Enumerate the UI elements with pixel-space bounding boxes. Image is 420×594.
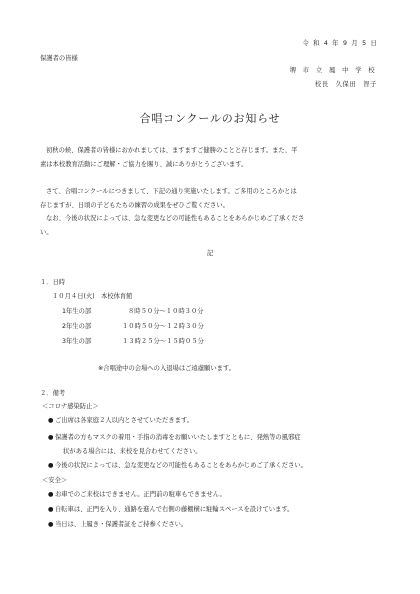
paragraph-line: 素は本校教育活動にご理解・ご協力を賜り、誠にありがとうございます。: [40, 160, 248, 168]
bullet-icon: ●: [48, 491, 54, 498]
time-range: １０時５０分～１２時３０分: [122, 323, 204, 330]
schedule-date-venue: １０月４日(火) 本校体育館: [52, 293, 133, 300]
schedule-row: [62, 337, 204, 346]
list-item-continuation: 状がある場合には、来校を見合わせてください。: [63, 448, 202, 455]
schedule-heading: １．日時: [40, 279, 66, 286]
principal-name: 校長 久保田 智子: [314, 81, 377, 88]
grade-label: 2年生の部: [62, 323, 92, 330]
paragraph-line: 初秋の候、保護者の皆様におかれましては、ますますご健勝のことと存じます。また、平: [46, 147, 298, 154]
school-name: 堺 市 立 鳳 中 学 校: [289, 67, 377, 74]
page-title: 合唱コンクールのお知らせ: [139, 112, 281, 125]
announcement-paragraph: [40, 185, 388, 212]
paragraph-line: さて、合唱コンクールにつきまして、下記の通り実施いたします。ご多用のところかとは: [46, 188, 297, 195]
paragraph-line: い。: [40, 228, 53, 236]
list-item-text: お車でのご来校はできません。正門前の駐車もできません。: [55, 491, 226, 498]
schedule-row: [62, 322, 204, 331]
addressee: 保護者の皆様: [40, 55, 78, 62]
ki-heading: 記: [206, 250, 214, 257]
paragraph-line: 存じますが、日頃の子どもたちの練習の成果をぜひご覧ください。: [40, 201, 229, 209]
entry-note: ※合唱途中の会場への入退場はご遠慮願います。: [98, 365, 236, 372]
list-item-text: 保護者の方もマスクの着用・手指の消毒をお願いいたしますとともに、発熱等の風邪症: [55, 434, 301, 441]
safety-label: ＜安全＞: [42, 477, 68, 484]
list-item-text: 当日は、上履き・保護者証をご持参ください。: [55, 521, 188, 528]
list-item-text: ご出席は各家庭２人以内とさせていただきます。: [55, 417, 194, 424]
bullet-icon: ●: [48, 417, 54, 424]
caution-paragraph: [40, 212, 388, 239]
bullet-icon: ●: [48, 506, 54, 513]
list-item-text: 今後の状況によっては、急な変更などの可能性もあることをあらかじめご了承ください。: [55, 462, 307, 469]
bullet-icon: ●: [48, 434, 54, 441]
grade-label: 3年生の部: [62, 338, 92, 345]
time-range: ８時５０分～１０時３０分: [128, 308, 204, 315]
list-item-text: 自転車は、正門を入り、通路を進んで右側の藤棚横に駐輪スペースを設けています。: [55, 506, 294, 513]
corona-label: ＜コロナ感染防止＞: [42, 403, 99, 410]
time-range: １３時２５分～１５時０５分: [122, 338, 204, 345]
schedule-row: [62, 307, 204, 316]
grade-label: 1年生の部: [62, 308, 92, 315]
bullet-icon: ●: [48, 521, 54, 528]
paragraph-line: なお、今後の状況によっては、急な変更などの可能性もあることをあらかじめご了承くださ: [46, 215, 305, 222]
remarks-heading: ２．備考: [40, 390, 66, 397]
greeting-paragraph: [40, 144, 388, 171]
issue-date: 令 和 4 年 9 月 5 日: [302, 40, 378, 47]
bullet-icon: ●: [48, 462, 54, 469]
